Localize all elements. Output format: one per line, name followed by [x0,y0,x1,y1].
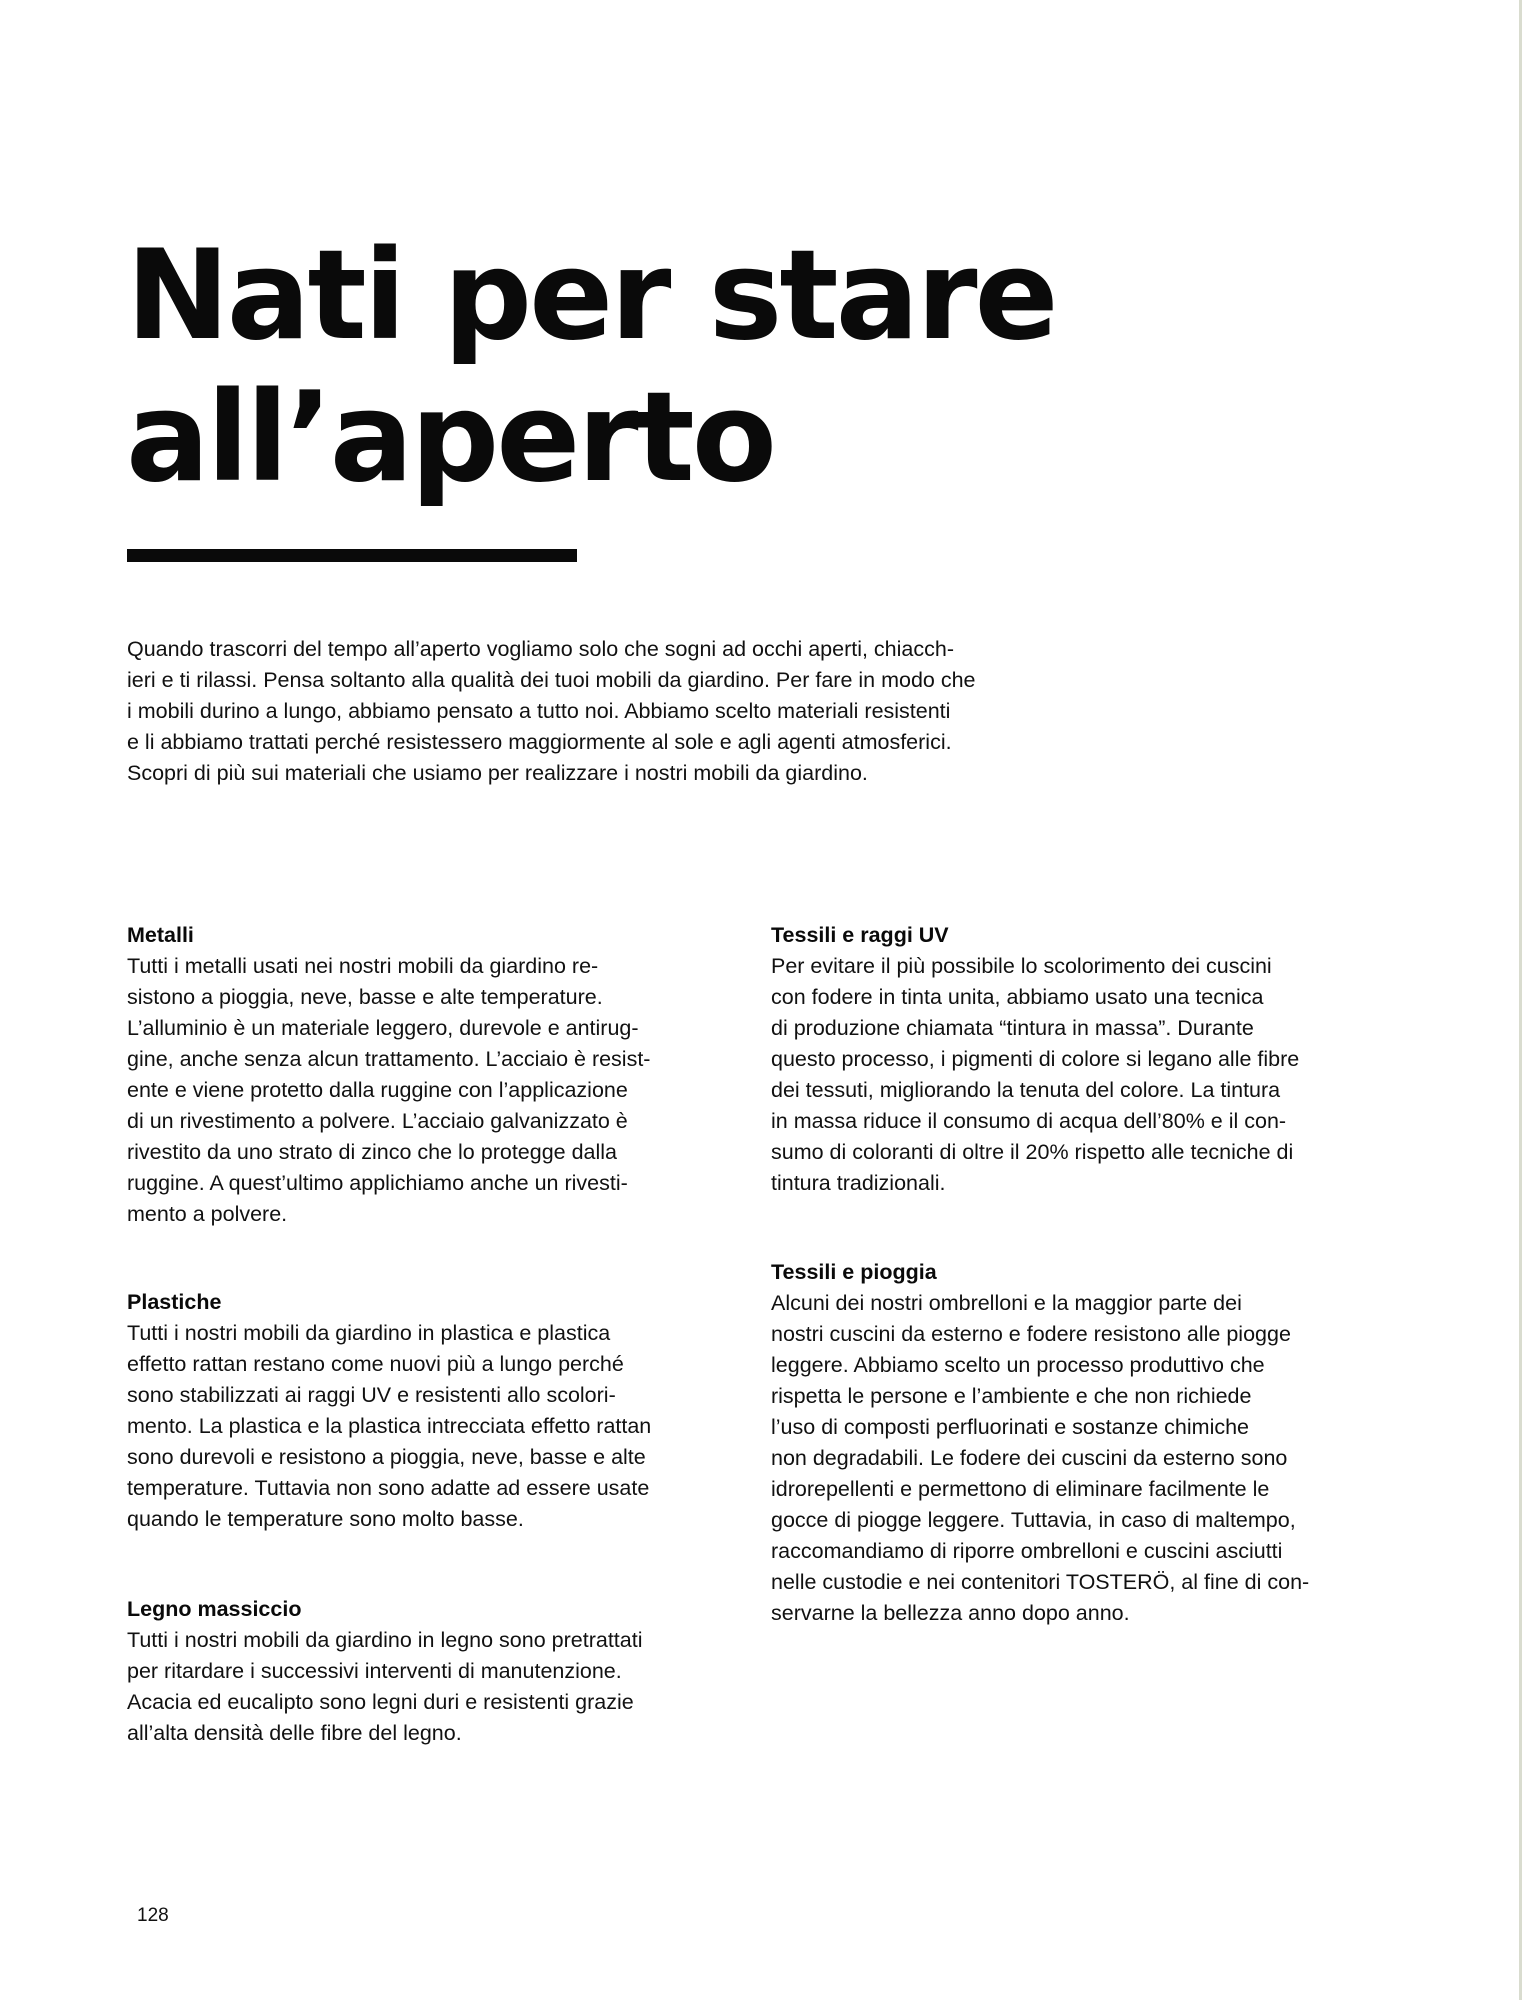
section-body [771,1288,1391,1629]
body-line: di un rivestimento a polvere. L’acciaio galvanizzato è [127,1109,628,1133]
section-heading: Legno massiccio [127,1597,302,1621]
body-line: rivestito da uno strato di zinco che lo protegge dalla [127,1140,618,1164]
section-tessili-raggi-uv [771,920,1391,1199]
body-line: mento a polvere. [127,1202,288,1226]
section-heading: Tessili e raggi UV [771,923,949,947]
body-line: L’alluminio è un materiale leggero, durevole e antirug- [127,1016,639,1040]
body-line: raccomandiamo di riporre ombrelloni e cuscini asciutti [771,1539,1283,1563]
page-title-line: Nati per stare [126,224,1056,368]
body-line: gine, anche senza alcun trattamento. L’acciaio è resist- [127,1047,651,1071]
section-metalli [127,920,747,1230]
section-body [771,951,1391,1199]
body-line: Tutti i nostri mobili da giardino in plastica e plastica [127,1321,611,1345]
section-plastiche [127,1287,747,1535]
body-line: in massa riduce il consumo di acqua dell’80% e il con- [771,1109,1287,1133]
body-line: non degradabili. Le fodere dei cuscini da esterno sono [771,1446,1288,1470]
body-line: sistono a pioggia, neve, basse e alte temperature. [127,985,603,1009]
page-number: 128 [137,1905,169,1926]
section-heading: Tessili e pioggia [771,1260,937,1284]
section-tessili-pioggia [771,1257,1391,1629]
body-line: Per evitare il più possibile lo scolorimento dei cuscini [771,954,1272,978]
page-title [126,225,1226,509]
section-legno-massiccio [127,1594,747,1749]
body-line: per ritardare i successivi interventi di manutenzione. [127,1659,622,1683]
body-line: con fodere in tinta unita, abbiamo usato una tecnica [771,985,1264,1009]
body-line: quando le temperature sono molto basse. [127,1507,524,1531]
body-line: nelle custodie e nei contenitori TOSTERÖ, al fine di con- [771,1570,1310,1594]
section-body [127,1318,747,1535]
body-line: gocce di piogge leggere. Tuttavia, in caso di maltempo, [771,1508,1296,1532]
section-heading: Metalli [127,923,194,947]
body-line: all’alta densità delle fibre del legno. [127,1721,462,1745]
intro-line: Quando trascorri del tempo all’aperto vogliamo solo che sogni ad occhi aperti, chiacch- [127,637,954,661]
body-line: nostri cuscini da esterno e fodere resistono alle piogge [771,1322,1291,1346]
intro-line: Scopri di più sui materiali che usiamo per realizzare i nostri mobili da giardino. [127,761,868,785]
body-line: Acacia ed eucalipto sono legni duri e resistenti grazie [127,1690,634,1714]
intro-line: e li abbiamo trattati perché resistessero maggiormente al sole e agli agenti atmosferici. [127,730,952,754]
body-line: ruggine. A quest’ultimo applichiamo anche un rivesti- [127,1171,628,1195]
body-line: sono durevoli e resistono a pioggia, neve, basse e alte [127,1445,646,1469]
body-line: tintura tradizionali. [771,1171,946,1195]
section-heading: Plastiche [127,1290,222,1314]
body-line: servarne la bellezza anno dopo anno. [771,1601,1130,1625]
body-line: ente e viene protetto dalla ruggine con l’applicazione [127,1078,628,1102]
title-underline-rule [127,549,577,562]
body-line: sumo di coloranti di oltre il 20% rispetto alle tecniche di [771,1140,1294,1164]
body-line: di produzione chiamata “tintura in massa”. Durante [771,1016,1254,1040]
body-line: dei tessuti, migliorando la tenuta del colore. La tintura [771,1078,1281,1102]
section-body [127,951,747,1230]
body-line: temperature. Tuttavia non sono adatte ad essere usate [127,1476,650,1500]
body-line: mento. La plastica e la plastica intrecciata effetto rattan [127,1414,652,1438]
body-line: rispetta le persone e l’ambiente e che non richiede [771,1384,1252,1408]
body-line: effetto rattan restano come nuovi più a lungo perché [127,1352,624,1376]
page-title-line: all’aperto [126,366,774,510]
section-body [127,1625,747,1749]
body-line: Alcuni dei nostri ombrelloni e la maggior parte dei [771,1291,1242,1315]
body-line: Tutti i metalli usati nei nostri mobili da giardino re- [127,954,599,978]
body-line: sono stabilizzati ai raggi UV e resistenti allo scolori- [127,1383,616,1407]
intro-paragraph [127,634,1107,789]
intro-line: ieri e ti rilassi. Pensa soltanto alla qualità dei tuoi mobili da giardino. Per fare in modo che [127,668,976,692]
body-line: leggere. Abbiamo scelto un processo produttivo che [771,1353,1265,1377]
intro-line: i mobili durino a lungo, abbiamo pensato a tutto noi. Abbiamo scelto materiali resistenti [127,699,951,723]
body-line: Tutti i nostri mobili da giardino in legno sono pretrattati [127,1628,643,1652]
body-line: questo processo, i pigmenti di colore si legano alle fibre [771,1047,1300,1071]
body-line: l’uso di composti perfluorinati e sostanze chimiche [771,1415,1250,1439]
body-line: idrorepellenti e permettono di eliminare facilmente le [771,1477,1270,1501]
